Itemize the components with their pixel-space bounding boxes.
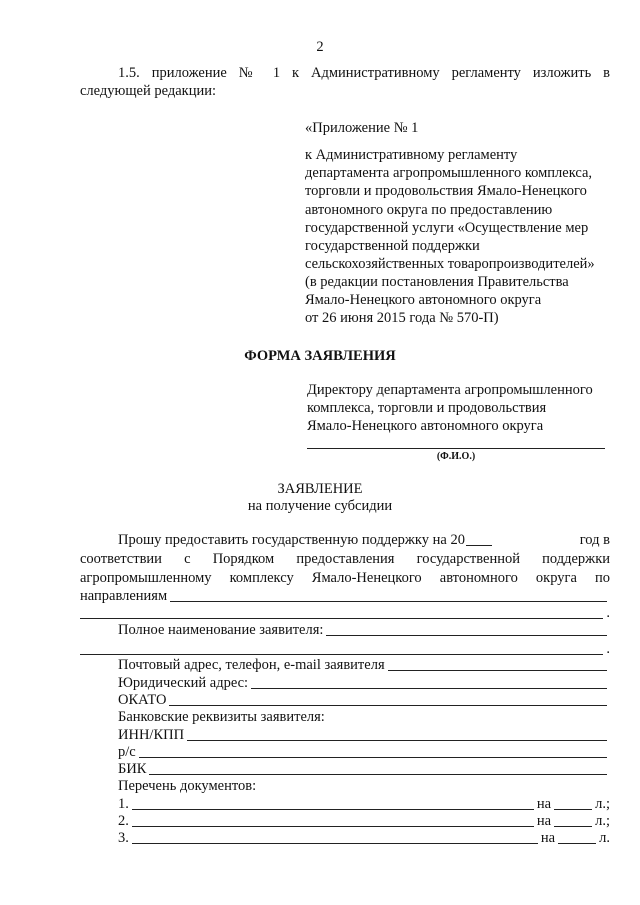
body-line-1b: год в bbox=[579, 532, 610, 548]
body-line-1 bbox=[80, 531, 610, 549]
bank-row bbox=[80, 708, 610, 726]
doc-number: 2. bbox=[118, 813, 129, 829]
doc-na: на bbox=[540, 830, 556, 846]
addressee-line: комплекса, торговли и продовольствия bbox=[307, 400, 547, 417]
annex-line: от 26 июня 2015 года № 570-П) bbox=[305, 310, 499, 327]
full-name-blank[interactable] bbox=[326, 635, 607, 636]
intro-line-2: следующей редакции: bbox=[80, 83, 217, 99]
year-blank[interactable] bbox=[466, 545, 492, 546]
doc-pages-blank[interactable] bbox=[558, 843, 596, 844]
addressee-line: Директору департамента агропромышленного bbox=[307, 382, 593, 398]
inn-blank[interactable] bbox=[187, 740, 607, 741]
bik-row bbox=[80, 760, 610, 778]
period: . bbox=[606, 605, 610, 621]
okato-label: ОКАТО bbox=[118, 692, 167, 708]
doc-name-blank[interactable] bbox=[132, 809, 534, 810]
doc-na: на bbox=[536, 796, 552, 812]
addressee-line: Ямало-Ненецкого автономного округа bbox=[307, 418, 544, 435]
doc-suffix: л.; bbox=[595, 796, 610, 812]
doc-item-1 bbox=[80, 795, 610, 813]
postal-blank[interactable] bbox=[388, 670, 607, 671]
form-title: ФОРМА ЗАЯВЛЕНИЯ bbox=[244, 348, 396, 364]
annex-line: к Административному регламенту bbox=[305, 147, 518, 164]
body-line-4 bbox=[80, 587, 610, 605]
postal-label: Почтовый адрес, телефон, e-mail заявителя bbox=[118, 657, 385, 673]
body-line-4-label: направлениям bbox=[80, 588, 168, 604]
full-name-blank-2[interactable] bbox=[80, 654, 603, 655]
doc-number: 1. bbox=[118, 796, 129, 812]
doc-pages-blank[interactable] bbox=[554, 826, 592, 827]
doc-name-blank[interactable] bbox=[132, 826, 534, 827]
statement-subtitle: на получение субсидии bbox=[247, 498, 393, 514]
account-row bbox=[80, 743, 610, 761]
postal-row bbox=[80, 656, 610, 674]
body-line-2: соответствии с Порядком предоставления государственной поддержки bbox=[80, 551, 610, 567]
account-label: р/с bbox=[118, 744, 136, 760]
body-line-3: агропромышленному комплексу Ямало-Ненецкого автономного округа по bbox=[80, 570, 610, 586]
bik-label: БИК bbox=[118, 761, 147, 777]
addressee-block bbox=[307, 381, 617, 435]
doc-suffix: л. bbox=[599, 830, 610, 846]
annex-line: государственной поддержки bbox=[305, 237, 480, 254]
bik-blank[interactable] bbox=[149, 774, 607, 775]
annex-line: (в редакции постановления Правительства bbox=[305, 274, 569, 290]
doc-number: 3. bbox=[118, 830, 129, 846]
inn-row bbox=[80, 726, 610, 744]
fio-caption: (Ф.И.О.) bbox=[436, 451, 476, 462]
annex-block bbox=[305, 119, 615, 327]
intro-line-1: 1.5. приложение № 1 к Административному регламенту изложить в bbox=[118, 65, 610, 81]
okato-row bbox=[80, 691, 610, 709]
bank-label: Банковские реквизиты заявителя: bbox=[118, 709, 325, 725]
doc-suffix: л.; bbox=[595, 813, 610, 829]
docs-row bbox=[80, 777, 610, 795]
doc-na: на bbox=[536, 813, 552, 829]
doc-item-2 bbox=[80, 812, 610, 830]
doc-pages-blank[interactable] bbox=[554, 809, 592, 810]
account-blank[interactable] bbox=[139, 757, 607, 758]
annex-line: автономного округа по предоставлению bbox=[305, 201, 553, 218]
okato-blank[interactable] bbox=[169, 705, 607, 706]
fio-line[interactable] bbox=[307, 448, 605, 449]
annex-line: государственной услуги «Осуществление мер bbox=[305, 219, 589, 236]
full-name-row bbox=[80, 621, 610, 639]
annex-line: департамента агропромышленного комплекса, bbox=[305, 165, 593, 182]
inn-label: ИНН/КПП bbox=[118, 727, 185, 743]
full-name-label: Полное наименование заявителя: bbox=[118, 622, 324, 638]
period: . bbox=[606, 641, 610, 657]
statement-title: ЗАЯВЛЕНИЕ bbox=[277, 481, 363, 497]
legal-address-row bbox=[80, 674, 610, 692]
legal-address-label: Юридический адрес: bbox=[118, 675, 249, 691]
annex-line: Ямало-Ненецкого автономного округа bbox=[305, 292, 542, 309]
body-line-1a: Прошу предоставить государственную поддержку на 20 bbox=[118, 532, 465, 548]
directions-blank-2[interactable] bbox=[80, 618, 603, 619]
legal-address-blank[interactable] bbox=[251, 688, 607, 689]
directions-blank[interactable] bbox=[170, 601, 607, 602]
page-number: 2 bbox=[316, 39, 324, 55]
annex-line: сельскохозяйственных товаропроизводителей» bbox=[305, 255, 595, 272]
annex-title: «Приложение № 1 bbox=[305, 120, 419, 136]
annex-line: торговли и продовольствия Ямало-Ненецкого bbox=[305, 183, 587, 200]
doc-name-blank[interactable] bbox=[132, 843, 538, 844]
docs-label: Перечень документов: bbox=[118, 778, 257, 794]
directions-line-2 bbox=[80, 604, 610, 622]
doc-item-3 bbox=[80, 829, 610, 847]
